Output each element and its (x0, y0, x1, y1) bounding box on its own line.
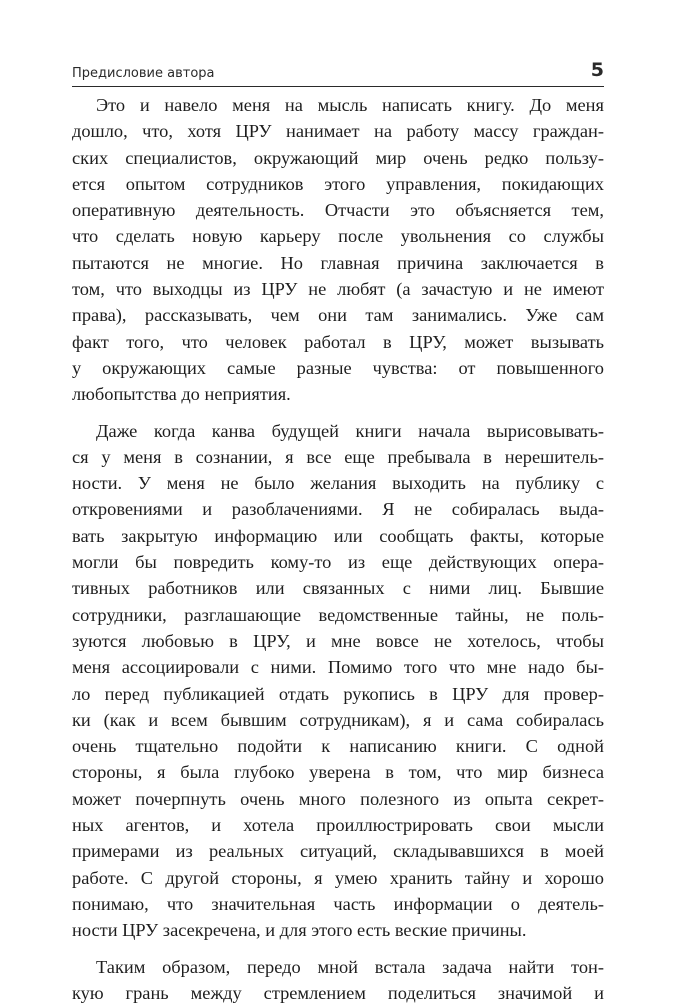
text-line: стороны, я была глубоко уверена в том, что мир бизнеса (72, 759, 604, 785)
text-line: тивных работников или связанных с ними лиц. Бывшие (72, 575, 604, 601)
text-line: работе. С другой стороны, я умею хранить тайну и хорошо (72, 865, 604, 891)
text-line: ло перед публикацией отдать рукопись в ЦРУ для провер- (72, 681, 604, 707)
text-line: кую грань между стремлением поделиться значимой и (72, 980, 604, 1006)
text-line: Это и навело меня на мысль написать книгу. До меня (72, 92, 604, 118)
text-line: откровениями и разоблачениями. Я не собиралась выда- (72, 496, 604, 522)
text-line: ется опытом сотрудников этого управления, покидающих (72, 171, 604, 197)
text-line: ных агентов, и хотела проиллюстрировать свои мысли (72, 812, 604, 838)
text-line: у окружающих самые разные чувства: от повышенного (72, 355, 604, 381)
text-line: пытаются не многие. Но главная причина заключается в (72, 250, 604, 276)
text-line: примерами из реальных ситуаций, складывавшихся в моей (72, 838, 604, 864)
text-line: Даже когда канва будущей книги начала вырисовывать- (72, 418, 604, 444)
body-text (72, 92, 604, 1006)
text-line: вать закрытую информацию или сообщать факты, которые (72, 523, 604, 549)
paragraph-1 (72, 92, 604, 408)
text-line: дошло, что, хотя ЦРУ нанимает на работу массу граждан- (72, 118, 604, 144)
page-number: 5 (591, 59, 604, 81)
text-line: понимаю, что значительная часть информации о деятель- (72, 891, 604, 917)
running-header (72, 54, 604, 87)
text-line: ности. У меня не было желания выходить на публику с (72, 470, 604, 496)
paragraph-3 (72, 954, 604, 1006)
text-line: ки (как и всем бывшим сотрудникам), я и сама собиралась (72, 707, 604, 733)
text-line: оперативную деятельность. Отчасти это объясняется тем, (72, 197, 604, 223)
running-header-title: Предисловие автора (72, 66, 215, 81)
text-line: что сделать новую карьеру после увольнения со службы (72, 223, 604, 249)
text-line: меня ассоциировали с ними. Помимо того что мне надо бы- (72, 654, 604, 680)
text-line: очень тщательно подойти к написанию книги. С одной (72, 733, 604, 759)
text-line: могли бы повредить кому-то из еще действующих опера- (72, 549, 604, 575)
text-line: факт того, что человек работал в ЦРУ, может вызывать (72, 329, 604, 355)
text-line: зуются любовью в ЦРУ, и мне вовсе не хотелось, чтобы (72, 628, 604, 654)
text-line: права), рассказывать, чем они там занимались. Уже сам (72, 302, 604, 328)
text-line: ся у меня в сознании, я все еще пребывала в нерешитель- (72, 444, 604, 470)
text-line: ности ЦРУ засекречена, и для этого есть веские причины. (72, 917, 604, 943)
paragraph-2 (72, 418, 604, 944)
text-line: любопытства до неприятия. (72, 381, 604, 407)
text-line: Таким образом, передо мной встала задача найти тон- (72, 954, 604, 980)
text-line: может почерпнуть очень много полезного из опыта секрет- (72, 786, 604, 812)
text-line: том, что выходцы из ЦРУ не любят (а зачастую и не имеют (72, 276, 604, 302)
paragraph-spacing (72, 408, 604, 418)
paragraph-spacing (72, 944, 604, 954)
text-line: сотрудники, разглашающие ведомственные тайны, не поль- (72, 602, 604, 628)
text-line: ских специалистов, окружающий мир очень редко пользу- (72, 145, 604, 171)
